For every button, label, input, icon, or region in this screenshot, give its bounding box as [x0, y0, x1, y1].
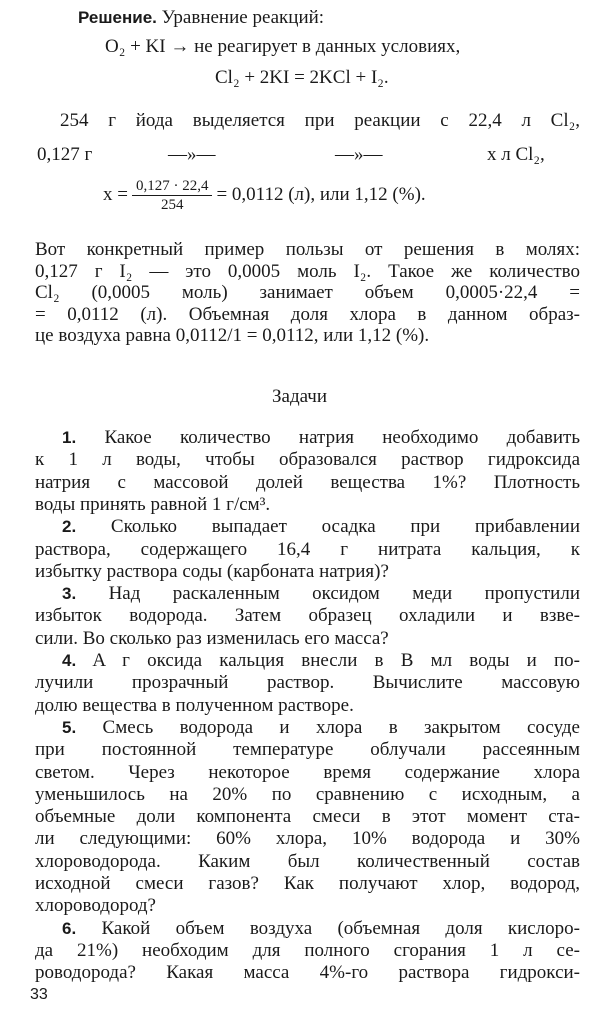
problem-line: натрия с массовой долей вещества 1%? Плотность [35, 471, 580, 493]
problem-number: 2. [62, 517, 77, 537]
problem-number: 5. [62, 717, 77, 737]
problem-text: Сколько выпадает осадка при прибавлении [110, 516, 580, 538]
problem-text: Какой объем воздуха (объемная доля кислоро- [101, 917, 580, 939]
proportion-line-1: 254 г йода выделяется при реакции с 22,4 л Cl₂, [60, 110, 580, 131]
paragraph-line: = 0,0112 (л). Объемная доля хлора в данном образ- [35, 303, 580, 325]
problem-text: Над раскаленным оксидом меди пропустили [108, 583, 581, 605]
equation-2: Cl₂ + 2KI = 2KCl + I₂. [215, 67, 389, 88]
problem-line: избытку раствора соды (карбоната натрия)? [35, 560, 389, 582]
section-title: Задачи [272, 386, 328, 407]
problem-line: лучили прозрачный раствор. Вычислите массовую [35, 672, 580, 694]
problem-number: 3. [62, 584, 77, 604]
problem-line [62, 717, 580, 739]
paragraph-line: це воздуха равна 0,0112/1 = 0,0112, или 1,12 (%). [35, 325, 430, 347]
formula-x: x = [103, 184, 128, 205]
solution-heading [78, 7, 324, 29]
problem-text: Какое количество натрия необходимо добавить [104, 427, 580, 448]
proportion-ditto-1: —»— [168, 144, 216, 165]
solution-intro: Уравнение реакций: [161, 7, 325, 28]
fraction [132, 177, 213, 214]
problem-line: да 21%) необходим для полного сгорания 1 л се- [35, 939, 580, 961]
problem-line [62, 583, 580, 605]
problem-line [62, 650, 580, 672]
paragraph-line: 0,127 г I₂ — это 0,0005 моль I₂. Такое же количество [35, 260, 580, 282]
proportion-ditto-2: —»— [335, 144, 383, 165]
problem-line: светом. Через некоторое время содержание хлора [35, 761, 580, 783]
problem-line: раствора, содержащего 16,4 г нитрата кальция, к [35, 538, 580, 560]
problem-line: ли следующими: 60% хлора, 10% водорода и 30% [35, 828, 580, 850]
problem-line: при постоянной температуре облучали рассеянным [35, 739, 580, 761]
formula [103, 175, 426, 215]
problem-text: Смесь водорода и хлора в закрытом сосуде [102, 716, 580, 738]
page-number: 33 [30, 986, 48, 1003]
proportion-mass: 0,127 г [37, 144, 93, 165]
problem-line [62, 427, 580, 449]
problem-text: A г оксида кальция внесли в B мл воды и по- [92, 650, 581, 671]
equation-1: O₂ + KI → не реагирует в данных условиях, [105, 36, 461, 57]
solution-label: Решение. [78, 8, 157, 27]
fraction-numerator: 0,127 · 22,4 [132, 177, 213, 196]
problem-line: уменьшилось на 20% по сравнению с исходным, а [35, 783, 580, 805]
problem-line: избыток водорода. Затем образец охладили и взве- [35, 605, 580, 627]
paragraph-line: Вот конкретный пример пользы от решения в молях: [35, 239, 580, 260]
problem-number: 1. [62, 428, 77, 447]
formula-result: = 0,0112 (л), или 1,12 (%). [216, 184, 426, 205]
problem-line: объемные доли компонента смеси в этот момент ста- [35, 806, 580, 828]
problem-line: к 1 л воды, чтобы образовался раствор гидроксида [35, 449, 580, 471]
fraction-denominator: 254 [160, 197, 184, 214]
problem-line: сили. Во сколько раз изменилась его масса? [35, 627, 389, 649]
problem-line: долю вещества в полученном растворе. [35, 694, 354, 716]
problem-line: роводорода? Какая масса 4%-го раствора гидрокси- [35, 962, 580, 984]
problem-number: 6. [62, 918, 77, 938]
problem-line [62, 918, 580, 940]
problem-line: хлороводород? [35, 895, 156, 917]
problem-line [62, 516, 580, 538]
problem-line: исходной смеси газов? Как получают хлор, водород, [35, 873, 580, 894]
problem-number: 4. [62, 651, 77, 670]
paragraph-line: Cl₂ (0,0005 моль) занимает объем 0,0005·22,4 = [35, 282, 580, 304]
proportion-unknown: x л Cl₂, [487, 144, 545, 165]
problem-line: хлороводорода. Каким был количественный состав [35, 850, 580, 872]
problem-line: воды принять равной 1 г/см³. [35, 493, 271, 515]
